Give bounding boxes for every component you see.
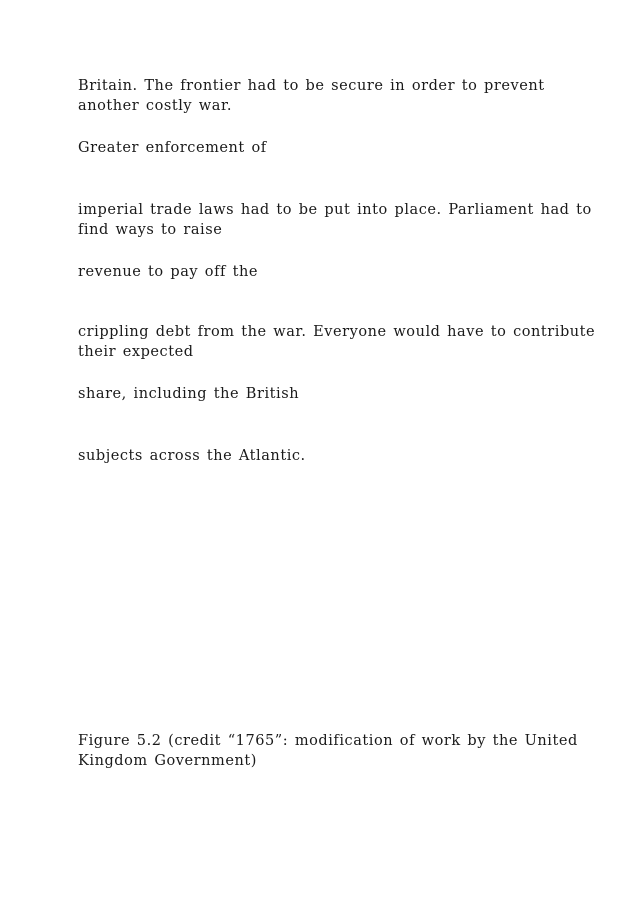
paragraph-1 (78, 76, 578, 116)
text-line: Figure 5.2 (credit “1765”: modification of work by the United (78, 733, 578, 749)
text-line: Greater enforcement of (78, 140, 267, 156)
text-line: their expected (78, 344, 194, 360)
text-line: share, including the British (78, 386, 300, 402)
figure-caption (78, 731, 578, 771)
text-line: imperial trade laws had to be put into place. Parliament had to (78, 202, 592, 218)
paragraph-4 (78, 262, 578, 282)
text-line: find ways to raise (78, 222, 223, 238)
text-line: Britain. The frontier had to be secure in order to prevent (78, 78, 545, 94)
paragraph-6 (78, 384, 578, 404)
text-line: revenue to pay off the (78, 264, 258, 280)
text-line: subjects across the Atlantic. (78, 448, 306, 464)
text-line: crippling debt from the war. Everyone would have to contribute (78, 324, 596, 340)
text-line: another costly war. (78, 98, 233, 114)
paragraph-7 (78, 446, 578, 466)
paragraph-2 (78, 138, 578, 158)
paragraph-3 (78, 200, 592, 240)
paragraph-5 (78, 322, 596, 362)
text-line: Kingdom Government) (78, 753, 257, 769)
